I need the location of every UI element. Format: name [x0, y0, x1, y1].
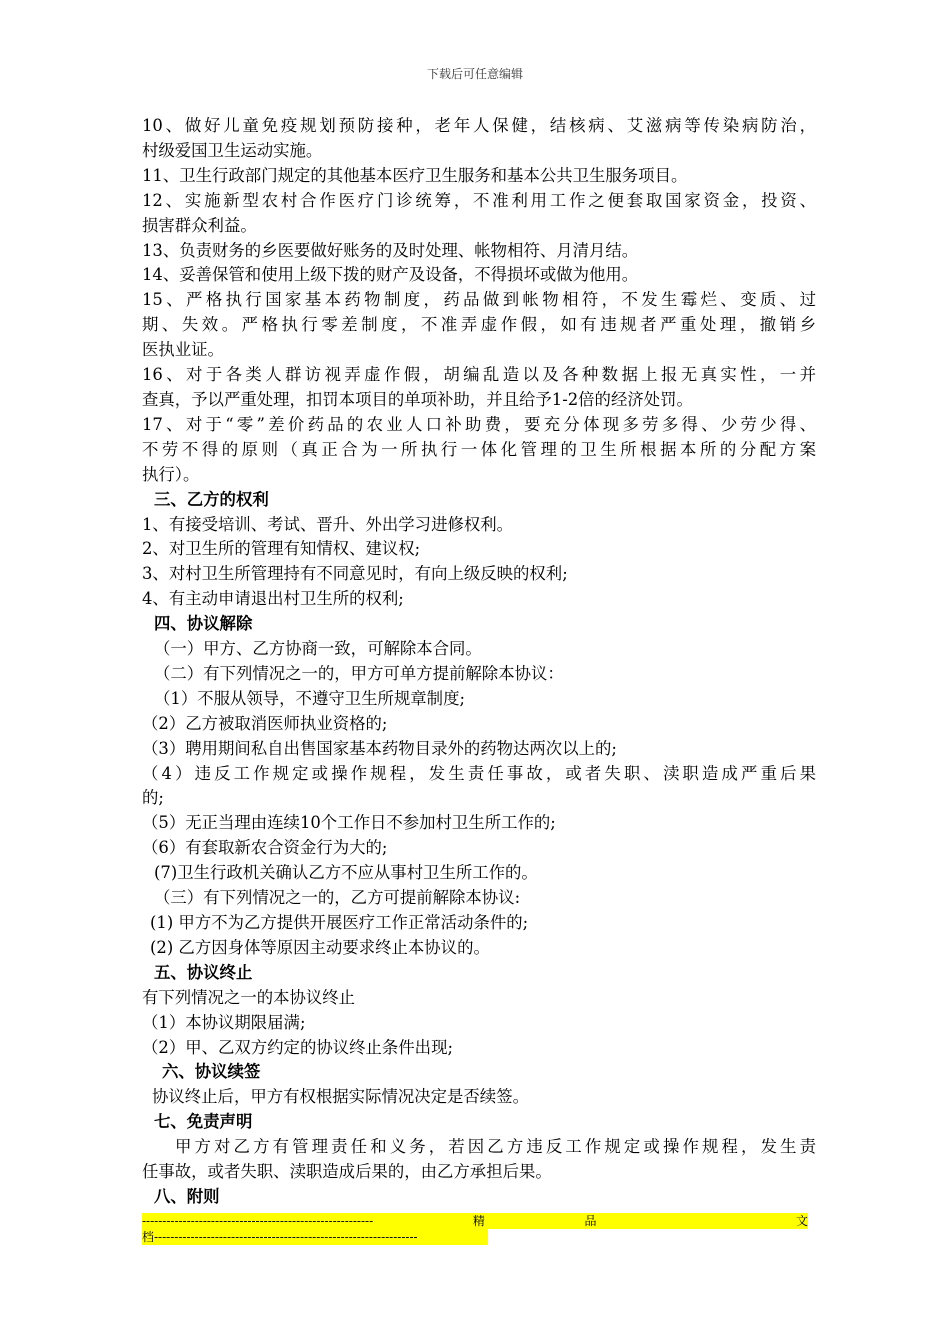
text-line: 损害群众利益。: [142, 215, 257, 235]
section-heading: 八、附则: [154, 1186, 220, 1206]
text-line: 任事故，或者失职、渎职造成后果的，由乙方承担后果。: [142, 1162, 552, 1182]
text-line: 2、对卫生所的管理有知情权、建议权;: [142, 539, 421, 559]
text-line: （2）甲、乙双方约定的协议终止条件出现;: [142, 1037, 453, 1057]
footer-banner: [142, 1213, 816, 1249]
text-line: （1）本协议期限届满;: [142, 1012, 306, 1032]
document-body: [142, 114, 816, 1210]
text-line: (1) 甲方不为乙方提供开展医疗工作正常活动条件的;: [150, 913, 529, 932]
section-heading: 三、乙方的权利: [154, 489, 269, 509]
text-line: 甲方对乙方有管理责任和义务，若因乙方违反工作规定或操作规程，发生责: [175, 1137, 816, 1157]
text-line: （3）聘用期间私自出售国家基本药物目录外的药物达两次以上的;: [142, 738, 617, 758]
footer-word-2: 品: [584, 1214, 597, 1228]
text-line: 14、妥善保管和使用上级下拨的财产及设备，不得损坏或做为他用。: [142, 265, 639, 285]
section-heading: 七、免责声明: [154, 1112, 253, 1132]
text-line: （5）无正当理由连续10个工作日不参加村卫生所工作的;: [142, 813, 556, 833]
text-line: （4）违反工作规定或操作规程，发生责任事故，或者失职、渎职造成严重后果: [142, 763, 816, 783]
footer-word-1: 精: [472, 1214, 485, 1228]
text-line: 15、严格执行国家基本药物制度，药品做到帐物相符，不发生霉烂、变质、过: [142, 290, 816, 310]
page-header: 下载后可任意编辑: [426, 67, 523, 81]
text-line: 1、有接受培训、考试、晋升、外出学习进修权利。: [142, 514, 514, 534]
text-line: 的;: [142, 788, 164, 808]
text-line: （二）有下列情况之一的，甲方可单方提前解除本协议：: [154, 663, 564, 683]
text-line: 12、实施新型农村合作医疗门诊统筹，不准利用工作之便套取国家资金，投资、: [142, 190, 816, 210]
text-line: 不劳不得的原则（真正合为一所执行一体化管理的卫生所根据本所的分配方案: [142, 439, 816, 459]
text-line: 村级爱国卫生运动实施。: [142, 140, 323, 160]
text-line: （6）有套取新农合资金行为大的;: [142, 838, 388, 858]
text-line: 17、对于“零”差价药品的农业人口补助费，要充分体现多劳多得、少劳少得、: [142, 414, 816, 434]
text-line: 查真，予以严重处理，扣罚本项目的单项补助，并且给予1-2倍的经济处罚。: [142, 389, 693, 409]
text-line: 协议终止后，甲方有权根据实际情况决定是否续签。: [152, 1087, 529, 1107]
text-line: 执行）。: [142, 464, 200, 484]
text-line: 医执业证。: [142, 340, 224, 360]
footer-line-1: [142, 1213, 808, 1229]
text-line: （一）甲方、乙方协商一致，可解除本合同。: [154, 639, 482, 659]
text-line: 11、卫生行政部门规定的其他基本医疗卫生服务和基本公共卫生服务项目。: [142, 165, 688, 185]
text-line: 16、对于各类人群访视弄虚作假，胡编乱造以及各种数据上报无真实性，一并: [142, 365, 816, 385]
text-line: 4、有主动申请退出村卫生所的权利;: [142, 589, 404, 609]
text-line: （1）不服从领导，不遵守卫生所规章制度;: [154, 688, 465, 708]
section-heading: 四、协议解除: [154, 614, 253, 634]
text-line: 3、对村卫生所管理持有不同意见时，有向上级反映的权利;: [142, 564, 568, 584]
footer-dashes: ---------------------------------------------------------: [142, 1214, 374, 1228]
section-heading: 五、协议终止: [154, 962, 253, 982]
footer-line-2: 档-----------------------------------------------------------------: [142, 1229, 488, 1245]
text-line: 有下列情况之一的本协议终止: [142, 987, 356, 1007]
text-line: （2）乙方被取消医师执业资格的;: [142, 713, 388, 733]
text-line: 10、做好儿童免疫规划预防接种，老年人保健，结核病、艾滋病等传染病防治，: [142, 116, 816, 135]
footer-word-3: 文: [795, 1214, 808, 1228]
text-line: （三）有下列情况之一的，乙方可提前解除本协议:: [154, 888, 521, 908]
text-line: 期、失效。严格执行零差制度，不准弄虚作假，如有违规者严重处理，撤销乡: [142, 315, 816, 335]
section-heading: 六、协议续签: [162, 1062, 261, 1082]
text-line: (2) 乙方因身体等原因主动要求终止本协议的。: [150, 937, 490, 957]
text-line: 13、负责财务的乡医要做好账务的及时处理、帐物相符、月清月结。: [142, 240, 639, 260]
text-line: (7)卫生行政机关确认乙方不应从事村卫生所工作的。: [154, 863, 538, 883]
